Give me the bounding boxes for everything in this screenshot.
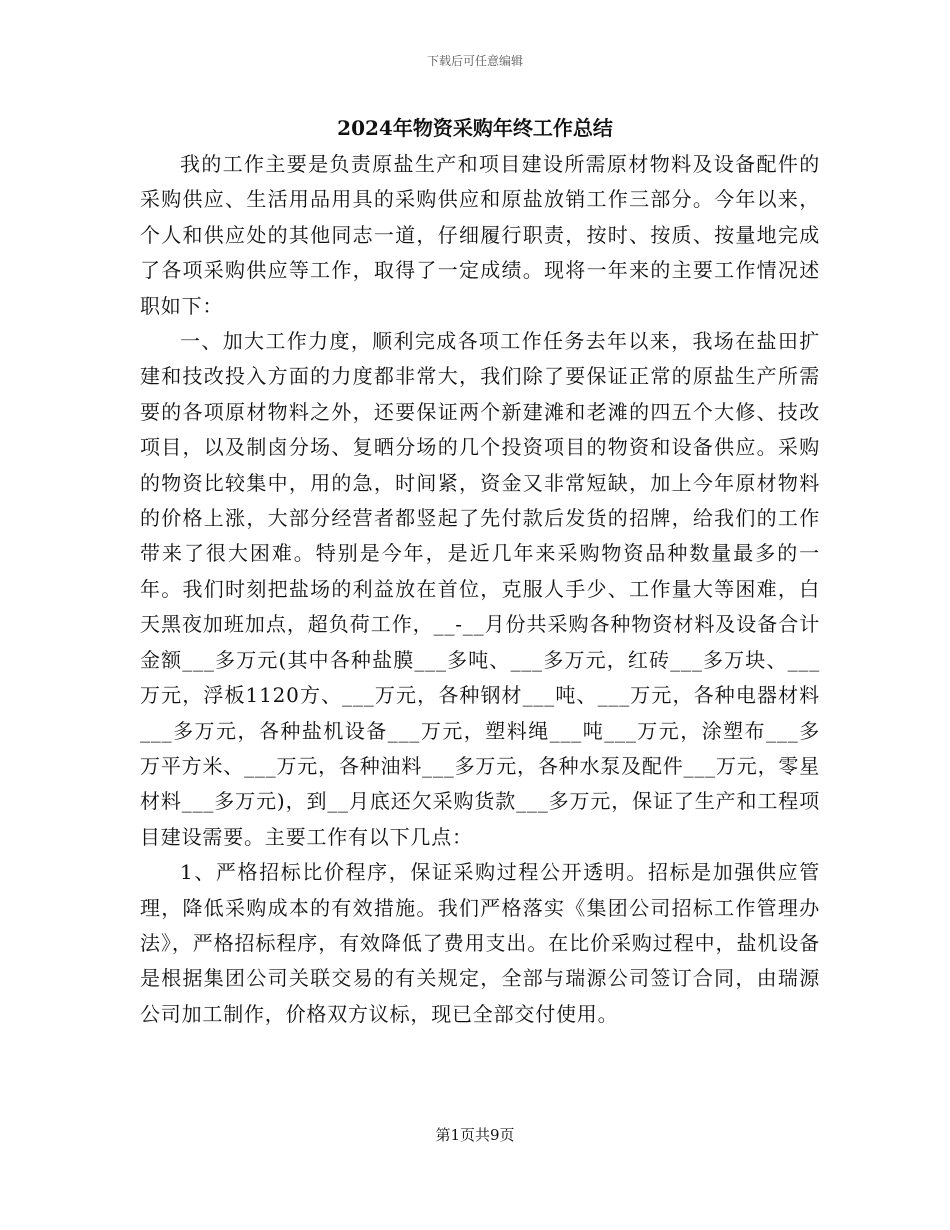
paragraph-point-one: 1、严格招标比价程序，保证采购过程公开透明。招标是加强供应管理，降低采购成本的有效措施。我们严格落实《集团公司招标工作管理办法》，严格招标程序，有效降低了费用支出。在比价采购过程中，盐机设备是根据集团公司关联交易的有关规定，全部与瑞源公司签订合同，由瑞源公司加工制作，价格双方议标，现已全部交付使用。 [140, 860, 820, 1026]
page-number: 第1页共9页 [435, 1126, 515, 1144]
document-title: 2024年物资采购年终工作总结 [337, 116, 613, 140]
paragraph-section-one: 一、加大工作力度，顺利完成各项工作任务去年以来，我场在盐田扩建和技改投入方面的力度都非常大，我们除了要保证正常的原盐生产所需要的各项原材物料之外，还要保证两个新建滩和老滩的四五个大修、技改项目，以及制卤分场、复晒分场的几个投资项目的物资和设备供应。采购的物资比较集中，用的急，时间紧，资金又非常短缺，加上今年原材物料的价格上涨，大部分经营者都竖起了先付款后发货的招牌，给我们的工作带来了很大困难。特别是今年，是近几年来采购物资品种数量最多的一年。我们时刻把盐场的利益放在首位，克服人手少、工作量大等困难，白天黑夜加班加点，超负荷工作，__-__月份共采购各种物资材料及设备合计金额___多万元(其中各种盐膜___多吨、___多万元，红砖___多万块、___万元，浮板1120方、___万元，各种钢材___吨、___万元，各种电器材料___多万元，各种盐机设备___万元，塑料绳___吨___万元，涂塑布___多万平方米、___万元，各种油料___多万元，各种水泵及配件___万元，零星材料___多万元)，到__月底还欠采购货款___多万元，保证了生产和工程项目建设需要。主要工作有以下几点： [140, 329, 820, 849]
document-body [140, 147, 820, 1032]
paragraph-intro: 我的工作主要是负责原盐生产和项目建设所需原材物料及设备配件的采购供应、生活用品用具的采购供应和原盐放销工作三部分。今年以来，个人和供应处的其他同志一道，仔细履行职责，按时、按质、按量地完成了各项采购供应等工作，取得了一定成绩。现将一年来的主要工作情况述职如下： [140, 152, 820, 318]
page-header-note: 下载后可任意编辑 [426, 54, 523, 68]
